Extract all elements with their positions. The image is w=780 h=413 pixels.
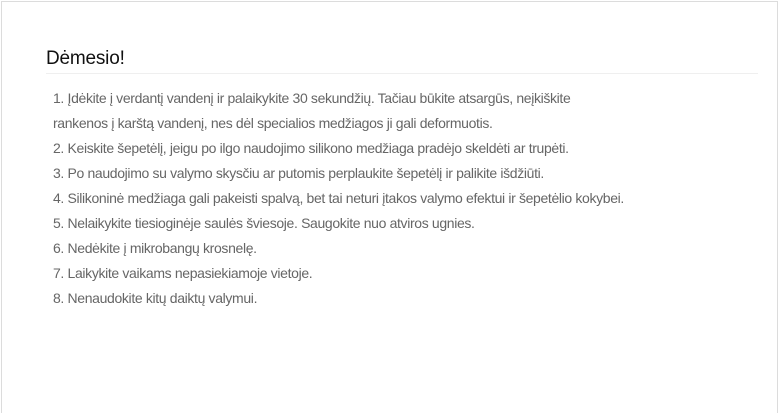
item-number: 7.	[53, 265, 64, 281]
item-number: 2.	[53, 140, 64, 156]
item-number: 6.	[53, 240, 64, 256]
item-number: 3.	[53, 165, 64, 181]
list-item	[53, 186, 733, 211]
notice-card	[1, 1, 778, 413]
item-text-continuation: rankenos į karštą vandenį, nes dėl specialios medžiagos ji gali deformuotis.	[53, 115, 493, 131]
item-text: Nenaudokite kitų daiktų valymui.	[67, 290, 258, 306]
list-item	[53, 261, 733, 286]
item-number: 1.	[53, 90, 64, 106]
title-divider	[46, 73, 758, 74]
item-text: Laikykite vaikams nepasiekiamoje vietoje.	[67, 265, 313, 281]
item-text: Keiskite šepetėlį, jeigu po ilgo naudojimo silikono medžiaga pradėjo skeldėti ar trupėti.	[67, 140, 569, 156]
list-item	[53, 286, 733, 311]
item-text: Įdėkite į verdantį vandenį ir palaikykite 30 sekundžių. Tačiau būkite atsargūs, neįkiškite	[67, 90, 571, 106]
item-text: Po naudojimo su valymo skysčiu ar putomis perplaukite šepetėlį ir palikite išdžiūti.	[67, 165, 544, 181]
list-item	[53, 161, 733, 186]
item-text: Nelaikykite tiesioginėje saulės šviesoje. Saugokite nuo atviros ugnies.	[67, 215, 475, 231]
list-item	[53, 136, 733, 161]
list-item	[53, 211, 733, 236]
list-item	[53, 86, 733, 136]
item-number: 8.	[53, 290, 64, 306]
list-item	[53, 236, 733, 261]
item-number: 4.	[53, 190, 64, 206]
item-text: Nedėkite į mikrobangų krosnelę.	[67, 240, 257, 256]
title-area	[46, 47, 758, 71]
notice-title: Dėmesio!	[46, 48, 125, 69]
instruction-list	[53, 86, 733, 311]
item-number: 5.	[53, 215, 64, 231]
item-text: Silikoninė medžiaga gali pakeisti spalvą, bet tai neturi įtakos valymo efektui ir šepetėlio kokybei.	[67, 190, 624, 206]
